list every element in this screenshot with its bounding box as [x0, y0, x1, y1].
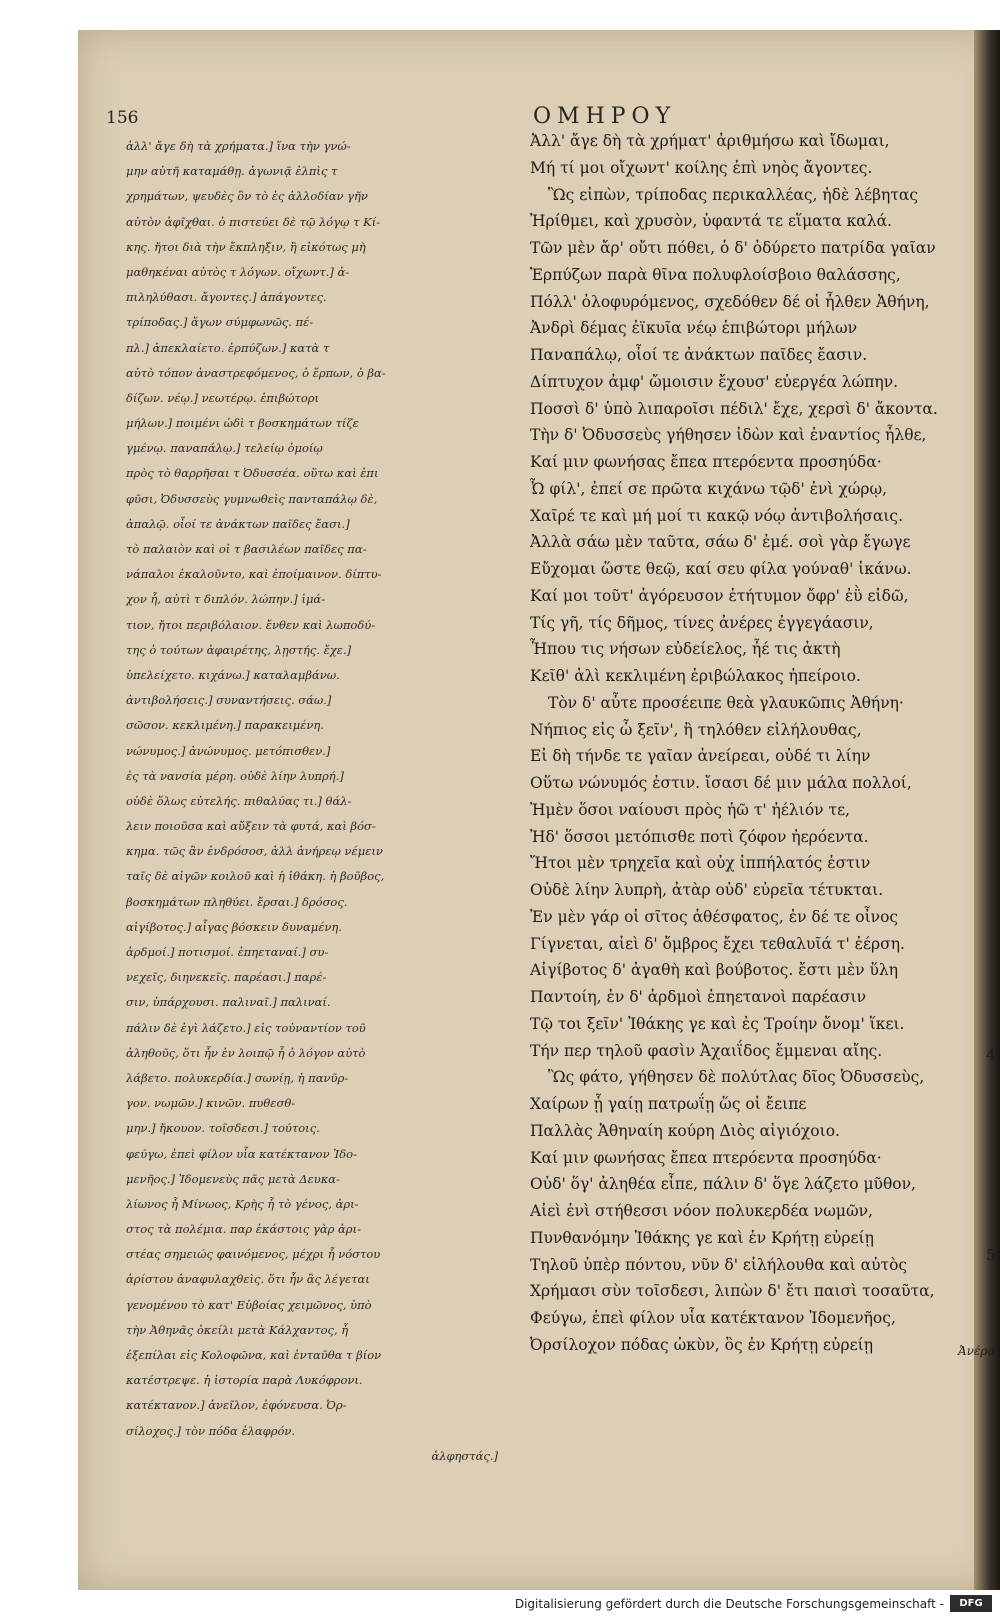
verse-line: Ἀλλὰ σάω μὲν ταῦτα, σάω δ' ἐμέ. σοὶ γὰρ ἔγωγε [530, 533, 911, 552]
commentary-line: βοσκημάτων πληθύει. ἔρσαι.] δρόσος. [126, 894, 348, 909]
verse-line: Καί μοι τοῦτ' ἀγόρευσον ἐτήτυμον ὄφρ' ἐῢ εἰδῶ, [530, 586, 909, 605]
verse-line: Δίπτυχον ἀμφ' ὤμοισιν ἔχουσ' εὐεργέα λώπην. [530, 372, 899, 391]
verse-line: Ἐν μὲν γάρ οἱ σῖτος ἀθέσφατος, ἐν δέ τε οἶνος [530, 907, 899, 926]
verse-line: Καί μιν φωνήσας ἔπεα πτερόεντα προσηύδα· [530, 453, 882, 471]
verse-line: Τίς γῆ, τίς δῆμος, τίνες ἀνέρες ἐγγεγάασιν, [530, 613, 874, 632]
commentary-line: τιον, ἤτοι περιβόλαιον. ἔνθεν καὶ λωποδύ- [126, 617, 376, 632]
verse-line: Παναπάλῳ, οἷοί τε ἀνάκτων παῖδες ἔασιν. [530, 346, 868, 364]
commentary-line: μενῆος.] Ἰδομενεὺς πᾶς μετὰ Δευκα- [126, 1171, 340, 1186]
commentary-line: τὸ παλαιὸν καὶ οἱ τ βασιλέων παῖδες πα- [126, 542, 367, 556]
verse-line: Πυνθανόμην Ἰθάκης γε καὶ ἐν Κρήτῃ εὐρείῃ [530, 1228, 874, 1247]
verse-line: Τὴν δ' Ὀδυσσεὺς γήθησεν ἰδὼν καὶ ἐναντίος ἦλθε, [530, 426, 927, 445]
verse-line: Τηλοῦ ὑπὲρ πόντου, νῦν δ' εἰλήλουθα καὶ αὐτὸς [530, 1255, 908, 1274]
verse-line: Εἰ δὴ τήνδε τε γαῖαν ἀνείρεαι, οὐδέ τι λίην [530, 747, 871, 766]
commentary-line: ἀπαλῷ. οἷοί τε ἀνάκτων παῖδες ἔασι.] [126, 516, 350, 531]
commentary-line: ἐξεπίλαι εἰς Κολοφῶνα, καὶ ἐνταῦθα τ βίον [126, 1348, 382, 1362]
commentary-line: κημα. τῶς ἂν ἐνδρόσοσ, ἀλλ ἀνήρεῳ νέμειν [126, 844, 383, 859]
dfg-logo: DFG [950, 1595, 992, 1612]
commentary-line: πλ.] ἀπεκλαίετο. ἑρπύζων.] κατὰ τ [126, 340, 330, 355]
margin-mark: 5 [986, 1246, 996, 1264]
verse-line: Ἤτοι μὲν τρηχεῖα καὶ οὐχ ἱππήλατός ἐστιν [530, 854, 871, 873]
running-head: ΟΜΗΡΟΥ [533, 104, 677, 129]
verse-line: Αἰεὶ ἐνὶ στήθεσσι νόον πολυκερδέα νωμῶν, [530, 1202, 873, 1220]
commentary-line: πάλιν δὲ ἐγὶ λάζετο.] εἰς τοὐναντίον τοῦ [126, 1020, 366, 1035]
verse-line: Ποσσὶ δ' ὑπὸ λιπαροῖσι πέδιλ' ἔχε, χερσὶ δ' ἄκοντα. [530, 399, 938, 418]
verse-line: Ἠρίθμει, καὶ χρυσὸν, ὑφαντά τε εἵματα καλά. [530, 212, 892, 231]
verse-line: Οὐδὲ λίην λυπρὴ, ἀτὰρ οὐδ' εὐρεῖα τέτυκται. [530, 881, 884, 899]
commentary-line: ἀρίστου ἀναφυλαχθεὶς. ὅτι ἦν ἂς λέγεται [126, 1272, 370, 1287]
verse-line: Οὐδ' ὅγ' ἀληθέα εἶπε, πάλιν δ' ὅγε λάζετο μῦθον, [530, 1175, 916, 1194]
commentary-line: λίωνος ἦ Μίνωος, Κρὴς ἦ τὸ γένος, ἀρι- [126, 1196, 359, 1211]
catchword: Ἀνέρα [958, 1344, 996, 1358]
commentary-line: κης. ἤτοι διὰ τὴν ἔκπληξιν, ἢ εἰκότως μὴ [126, 239, 366, 254]
commentary-line: γον. νωμῶν.] κινῶν. πυθεσθ- [126, 1096, 296, 1111]
commentary-line: ἀλφηστάς.] [431, 1448, 498, 1463]
verse-line: Κεῖθ' ἁλὶ κεκλιμένη ἐριβώλακος ἠπείροιο. [530, 667, 861, 685]
verse-line: Ἑρπύζων παρὰ θῖνα πολυφλοίσβοιο θαλάσσης, [530, 265, 901, 284]
verse-line: Τῶν μὲν ἄρ' οὔτι πόθει, ὁ δ' ὀδύρετο πατρίδα γαῖαν [530, 239, 936, 257]
main-text-column [530, 128, 970, 1359]
commentary-line: τὴν Ἀθηνᾶς ὀκείλι μετὰ Κάλχαντος, ἦ [126, 1322, 349, 1337]
verse-line: Αἰγίβοτος δ' ἀγαθὴ καὶ βούβοτος. ἔστι μὲν ὕλη [530, 961, 899, 980]
commentary-line: νώνυμος.] ἀνώνυμος. μετόπισθεν.] [126, 743, 331, 758]
verse-line: Παλλὰς Ἀθηναίη κούρη Διὸς αἰγιόχοιο. [530, 1121, 840, 1140]
verse-line: Ἀλλ' ἄγε δὴ τὰ χρήματ' ἀριθμήσω καὶ ἴδωμαι, [530, 132, 890, 150]
commentary-line: γμένῳ. παναπάλῳ.] τελείῳ ὁμοίῳ [126, 441, 323, 456]
commentary-line: στος τὰ πολέμια. παρ ἑκάστοις γὰρ ἀρι- [126, 1222, 361, 1237]
commentary-line: δίζων. νέῳ.] νεωτέρῳ. ἐπιβώτορι [126, 390, 320, 405]
commentary-line: φεύγω, ἐπεὶ φίλον υἷα κατέκτανον Ἰδο- [126, 1146, 357, 1161]
verse-line: Παντοίη, ἐν δ' ἀρδμοὶ ἐπηετανοὶ παρέασιν [530, 988, 867, 1006]
commentary-line: λάβετο. πολυκερδία.] σωνίῃ, ἡ πανῦρ- [126, 1070, 349, 1085]
commentary-line: ἀρδμοί.] ποτισμοί. ἐπηεταναί.] συ- [126, 945, 329, 959]
commentary-line: χον ἦ, αὐτὶ τ διπλόν. λώπην.] ἱμά- [126, 592, 326, 607]
commentary-line: γενομένου τὸ κατ' Εὐβοίας χειμῶνος, ὑπὸ [126, 1297, 372, 1312]
commentary-line: σιν, ὑπάρχουσι. παλιναῖ.] παλιναί. [126, 995, 331, 1010]
verse-line: Πόλλ' ὀλοφυρόμενος, σχεδόθεν δέ οἱ ἦλθεν Ἀθήνη, [530, 292, 930, 311]
commentary-line: χρημάτων, ψευδὲς ὂν τὸ ἐς ἀλλοδίαν γῆν [126, 189, 368, 204]
commentary-line: κατέκτανον.] ἀνεῖλον, ἐφόνευσα. Ὀρ- [126, 1398, 347, 1413]
verse-line: Ἠδ' ὅσσοι μετόπισθε ποτὶ ζόφον ἠερόεντα. [530, 827, 869, 846]
book-page [78, 30, 1000, 1590]
verse-line: Φεύγω, ἐπεὶ φίλον υἷα κατέκτανον Ἰδομενῆος, [530, 1309, 896, 1327]
commentary-line: μην αὐτῆ καταμάθῃ. ἀγωνιᾷ ἐλπὶς τ [126, 164, 338, 179]
commentary-line: σῶσον. κεκλιμένη.] παρακειμένη. [126, 718, 324, 733]
commentary-line: στέας σημειώς φαινόμενος, μέχρι ἦ νόστου [126, 1247, 381, 1262]
commentary-column [126, 134, 498, 1469]
commentary-line: νεχεῖς, διηνεκεῖς. παρέασι.] παρέ- [126, 970, 327, 985]
verse-line: Μή τί μοι οἴχωντ' κοίλης ἐπὶ νηὸς ἄγοντες. [530, 158, 873, 177]
commentary-line: τρίποδας.] ἄγων σύμφωνῶς. πέ- [126, 315, 314, 330]
commentary-line: φῦσι, Ὀδυσσεὺς γυμνωθεὶς πανταπάλῳ δὲ, [126, 491, 378, 506]
commentary-line: ἀλλ' ἄγε δὴ τὰ χρήματα.] ἵνα τὴν γνώ- [126, 139, 351, 153]
verse-line: Εὔχομαι ὥστε θεῷ, καί σευ φίλα γούναθ' ἱκάνω. [530, 560, 912, 578]
verse-line: Τῷ τοι ξεῖν' Ἰθάκης γε καὶ ἐς Τροίην ὄνομ' ἵκει. [530, 1014, 905, 1033]
verse-line: Ὀρσίλοχον πόδας ὠκὺν, ὃς ἐν Κρήτῃ εὐρείῃ [530, 1335, 873, 1354]
commentary-line: ἐς τὰ νανσία μέρη. οὐδὲ λίην λυπρή.] [126, 768, 344, 783]
verse-line: Νήπιος εἰς ὦ ξεῖν', ἢ τηλόθεν εἰλήλουθας, [530, 720, 862, 739]
margin-mark: 4 [986, 1046, 996, 1064]
commentary-line: λειν ποιοῦσα καὶ αὔξειν τὰ φυτά, καὶ βόσ- [126, 819, 376, 834]
commentary-line: αὐτὸ τόπον ἀναστρεφόμενος, ὁ ἕρπων, ὁ βα- [126, 365, 386, 380]
verse-line: Οὕτω νώνυμός ἐστιν. ἴσασι δέ μιν μάλα πολλοί, [530, 774, 912, 792]
commentary-line: αἰγίβοτος.] αἶγας βόσκειν δυναμένη. [126, 919, 342, 934]
verse-line: Ὣς εἰπὼν, τρίποδας περικαλλέας, ἠδὲ λέβητας [548, 185, 919, 204]
verse-line: Ὦ φίλ', ἐπεί σε πρῶτα κιχάνω τῷδ' ἐνὶ χώρῳ, [530, 479, 888, 498]
verse-line: Τήν περ τηλοῦ φασὶν Ἀχαιΐδος ἔμμεναι αἴης. [530, 1041, 883, 1060]
page-number: 156 [106, 108, 139, 128]
commentary-line: μην.] ἤκουον. τοῖσδεσι.] τούτοις. [126, 1121, 320, 1136]
verse-line: Χαίρων ᾗ γαίῃ πατρωΐῃ ὥς οἱ ἔειπε [530, 1095, 807, 1113]
commentary-line: μήλων.] ποιμένι ὡδὶ τ βοσκημάτων τίζε [126, 416, 359, 431]
commentary-line: ὑπελείχετο. κιχάνω.] καταλαμβάνω. [126, 667, 340, 682]
commentary-line: σίλοχος.] τὸν πόδα ἐλαφρόν. [126, 1423, 296, 1438]
verse-line: Χαῖρέ τε καὶ μή μοί τι κακῷ νόῳ ἀντιβολήσαις. [530, 506, 904, 525]
verse-line: Ἠμὲν ὅσοι ναίουσι πρὸς ἠῶ τ' ἠέλιόν τε, [530, 800, 851, 819]
verse-line: Τὸν δ' αὖτε προσέειπε θεὰ γλαυκῶπις Ἀθήνη· [548, 693, 904, 712]
commentary-line: μαθηκέναι αὐτὸς τ λόγων. οἴχωντ.] ἀ- [126, 264, 350, 279]
verse-line: Καί μιν φωνήσας ἔπεα πτερόεντα προσηύδα· [530, 1148, 882, 1167]
commentary-line: πρὸς τὸ θαρρῆσαι τ Ὀδυσσέα. οὕτω καὶ ἐπι [126, 466, 379, 481]
commentary-line: αὐτὸν ἀφῖχθαι. ὁ πιστεύει δὲ τῷ λόγῳ τ Κί- [126, 214, 381, 229]
commentary-line: πιληλύθασι. ἄγοντες.] ἀπάγοντες. [126, 290, 327, 305]
commentary-line: νάπαλοι ἐκαλοῦντο, καὶ ἐποίμαινον. δίπτυ- [126, 567, 382, 582]
verse-line: Χρήμασι σὺν τοῖσδεσι, λιπὼν δ' ἔτι παισὶ τοσαῦτα, [530, 1282, 935, 1301]
footer-credit: Digitalisierung gefördert durch die Deutsche Forschungsgemeinschaft - [514, 1597, 944, 1611]
verse-line: Ἀνδρὶ δέμας ἐϊκυῖα νέῳ ἐπιβώτορι μήλων [530, 319, 858, 338]
commentary-line: οὐδὲ ὅλως εὐτελής. πιθαλύας τι.] θάλ- [126, 793, 352, 808]
footer-bar [0, 1590, 1000, 1618]
verse-line: Ἦπου τις νήσων εὐδείελος, ἦέ τις ἀκτὴ [530, 640, 841, 659]
commentary-line: ταῖς δὲ αἰγῶν κοιλοῦ καὶ ἡ ἰθάκη. ἡ βοῦβος, [126, 869, 385, 884]
commentary-line: ἀντιβολήσεις.] συναντήσεις. σάω.] [126, 693, 332, 708]
verse-line: Γίγνεται, αἰεὶ δ' ὄμβρος ἔχει τεθαλυῖά τ' ἐέρση. [530, 934, 905, 953]
commentary-line: κατέστρεψε. ἡ ἱστορία παρὰ Λυκόφρονι. [126, 1373, 363, 1388]
commentary-line: ἀληθοῦς, ὅτι ἦν ἐν λοιπῷ ἦ ὁ λόγον αὐτὸ [126, 1045, 366, 1060]
commentary-line: της ὁ τούτων ἀφαιρέτης, λῃστής. ἔχε.] [126, 642, 352, 657]
verse-line: Ὣς φάτο, γήθησεν δὲ πολύτλας δῖος Ὀδυσσεὺς, [548, 1068, 925, 1087]
